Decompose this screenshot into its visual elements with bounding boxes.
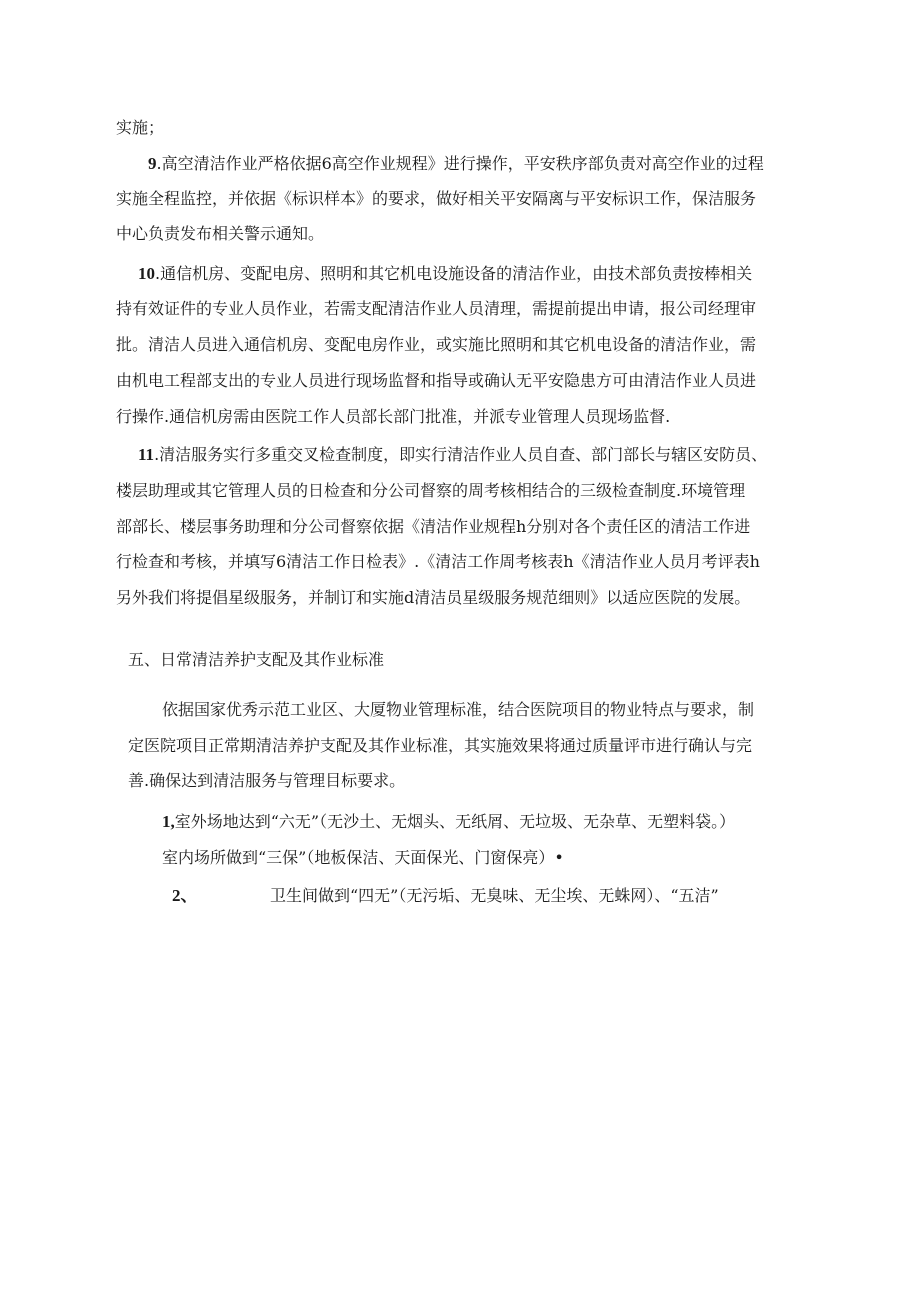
paragraph-text: .高空清洁作业严格依据6高空作业规程》进行操作，平安秩序部负责对高空作业的过程 — [156, 154, 764, 173]
paragraph-10-line-5 — [116, 406, 670, 428]
paragraph-text: 室内场所做到“三保”（地板保洁、天面保光、门窗保亮）• — [162, 848, 564, 867]
paragraph-text: 室外场地达到“六无”（无沙土、无烟头、无纸屑、无垃圾、无杂草、无塑料袋。） — [174, 812, 736, 831]
paragraph-11-line-3 — [116, 516, 750, 538]
list-item-1-line-1 — [162, 811, 735, 833]
paragraph-text: 行检查和考核，并填写6清洁工作日检表》.《清洁工作周考核表h《清洁作业人员月考评表h — [116, 552, 760, 571]
paragraph-11-line-2 — [116, 480, 745, 502]
paragraph-text: 部部长、楼层事务助理和分公司督察依据《清洁作业规程h分别对各个责任区的清洁工作进 — [116, 517, 751, 536]
paragraph-9-line-3 — [116, 223, 324, 245]
paragraph-text: 中心负责发布相关警示通知。 — [116, 224, 325, 243]
item-number: 1, — [162, 812, 175, 831]
list-item-2-line-1 — [270, 885, 719, 907]
item-number: 11 — [138, 445, 155, 464]
paragraph-text: 实施； — [116, 118, 165, 137]
paragraph-text: 行操作.通信机房需由医院工作人员部长部门批准，并派专业管理人员现场监督. — [116, 407, 671, 426]
paragraph-text: 楼层助理或其它管理人员的日检查和分公司督察的周考核相结合的三级检查制度.环境管理 — [116, 481, 746, 500]
list-item-1-line-2 — [162, 847, 564, 869]
paragraph-9-line-1 — [148, 153, 764, 175]
paragraph-10-line-4 — [116, 370, 756, 392]
paragraph-text: 卫生间做到“四无”（无污垢、无臭味、无尘埃、无蛛网）、“五洁” — [270, 886, 719, 905]
paragraph-text: 另外我们将提倡星级服务，并制订和实施d清洁员星级服务规范细则》以适应医院的发展。 — [116, 588, 751, 607]
paragraph-text: 由机电工程部支出的专业人员进行现场监督和指导或确认无平安隐患方可由清洁作业人员进 — [116, 371, 757, 390]
paragraph-text: 持有效证件的专业人员作业，若需支配清洁作业人员清理，需提前提出申请，报公司经理审 — [116, 299, 757, 318]
paragraph-10-line-2 — [116, 298, 756, 320]
paragraph-text: .清洁服务实行多重交叉检查制度，即实行清洁作业人员自查、部门部长与辖区安防员、 — [154, 445, 768, 464]
section-intro-line-3 — [128, 770, 405, 792]
paragraph-11-line-4 — [116, 551, 760, 573]
item-number: 9 — [148, 154, 157, 173]
paragraph-text: 实施全程监控，并依据《标识样本》的要求，做好相关平安隔离与平安标识工作，保洁服务 — [116, 189, 757, 208]
item-number: 10 — [138, 264, 155, 283]
paragraph-10-line-1 — [138, 263, 752, 285]
paragraph-text: .通信机房、变配电房、照明和其它机电设施设备的清洁作业，由技术部负责按棒相关 — [155, 264, 753, 283]
list-item-2-number — [172, 885, 198, 907]
paragraph-11-line-5 — [116, 587, 750, 609]
section-heading-text: 五、日常清洁养护支配及其作业标准 — [128, 650, 385, 669]
paragraph-text: 依据国家优秀示范工业区、大厦物业管理标准，结合医院项目的物业特点与要求，制 — [162, 700, 755, 719]
section-heading — [128, 649, 384, 671]
paragraph-11-line-1 — [138, 444, 767, 466]
paragraph-text: 定医院项目正常期清洁养护支配及其作业标准，其实施效果将通过质量评市进行确认与完 — [128, 736, 753, 755]
paragraph-text: 批。清洁人员进入通信机房、变配电房作业，或实施比照明和其它机电设备的清洁作业，需 — [116, 335, 757, 354]
paragraph-9-line-2 — [116, 188, 756, 210]
item-number: 2、 — [172, 886, 198, 905]
section-intro-line-2 — [128, 735, 752, 757]
paragraph-text: 善.确保达到清洁服务与管理目标要求。 — [128, 771, 406, 790]
paragraph-10-line-3 — [116, 334, 756, 356]
paragraph-8-tail-line — [116, 117, 164, 139]
section-intro-line-1 — [162, 699, 754, 721]
